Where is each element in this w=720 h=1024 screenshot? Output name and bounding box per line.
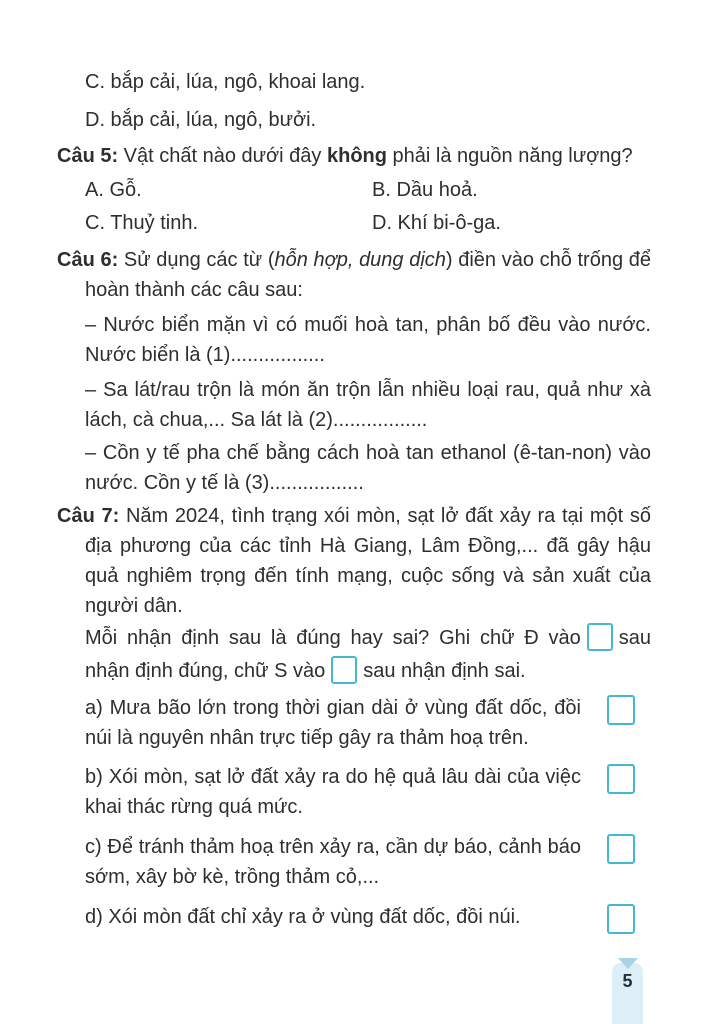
question-5-bold-word: không <box>326 145 387 167</box>
question-5-option-b: B. Dầu hoả. <box>372 179 478 201</box>
question-7-label: Câu 7: <box>57 505 120 527</box>
answer-box-a[interactable] <box>607 695 635 725</box>
prev-question-option-c: C. bắp cải, lúa, ngô, khoai lang. <box>85 71 366 93</box>
question-6-intro-after: ) điền vào chỗ trống để hoàn thành các câu sau: <box>85 249 651 301</box>
question-6-heading <box>57 245 651 305</box>
instruction-part-2: sau nhận định đúng, chữ S vào <box>85 627 651 682</box>
question-6-item-3: – Cồn y tế pha chế bằng cách hoà tan ethanol (ê-tan-non) vào nước. Cồn y tế là (3)................. <box>85 442 651 494</box>
page-number-tab <box>612 963 643 1024</box>
instruction-part-1: Mỗi nhận định sau là đúng hay sai? Ghi chữ Đ vào <box>85 627 581 649</box>
statement-d-text: d) Xói mòn đất chỉ xảy ra ở vùng đất dốc, đồi núi. <box>85 906 521 928</box>
question-6-label: Câu 6: <box>57 249 119 271</box>
question-5-option-a: A. Gỗ. <box>85 179 142 201</box>
answer-box-b[interactable] <box>607 764 635 794</box>
question-6-italic-terms: hỗn hợp, dung dịch <box>274 249 446 271</box>
question-5-text-after: phải là nguồn năng lượng? <box>386 145 633 167</box>
question-5-heading <box>57 141 651 171</box>
question-7-heading <box>57 501 651 621</box>
statement-row-b <box>85 762 651 822</box>
page-content <box>57 67 651 934</box>
question-6-item-2: – Sa lát/rau trộn là món ăn trộn lẫn nhiều loại rau, quả như xà lách, cà chua,... Sa lát là (2)................. <box>85 379 651 431</box>
statement-a-text: a) Mưa bão lớn trong thời gian dài ở vùng đất dốc, đồi núi là nguyên nhân trực tiếp gây ra thảm hoạ trên. <box>85 697 581 749</box>
statement-row-d <box>85 902 651 934</box>
chevron-down-icon <box>618 958 638 969</box>
question-5-options <box>85 175 651 238</box>
statement-row-a <box>85 693 651 753</box>
question-7-intro: Năm 2024, tình trạng xói mòn, sạt lở đất xảy ra tại một số địa phương của các tỉnh Hà Giang, Lâm Đồng,... đã gây hậu quả nghiêm trọng đến tính mạng, cuộc sống và sản xuất của người dân. <box>85 505 652 617</box>
statement-c-text: c) Để tránh thảm hoạ trên xảy ra, cần dự báo, cảnh báo sớm, xây bờ kè, trồng thảm cỏ,... <box>85 836 581 888</box>
question-5-label: Câu 5: <box>57 145 119 167</box>
answer-box-c[interactable] <box>607 834 635 864</box>
prev-question-option-d: D. bắp cải, lúa, ngô, bưởi. <box>85 109 317 131</box>
question-6-item-1: – Nước biển mặn vì có muối hoà tan, phân bố đều vào nước. Nước biển là (1)................. <box>85 314 651 366</box>
answer-box-inline-sai[interactable] <box>331 656 357 684</box>
question-6-intro-before: Sử dụng các từ ( <box>118 249 275 271</box>
question-5-text-before: Vật chất nào dưới đây <box>118 145 327 167</box>
page-number: 5 <box>622 971 633 991</box>
question-5-option-d: D. Khí bi-ô-ga. <box>372 212 501 234</box>
answer-box-d[interactable] <box>607 904 635 934</box>
statement-row-c <box>85 832 651 892</box>
instruction-part-3: sau nhận định sai. <box>363 660 526 682</box>
question-5-option-c: C. Thuỷ tinh. <box>85 212 199 234</box>
answer-box-inline-dung[interactable] <box>587 623 613 651</box>
statement-b-text: b) Xói mòn, sạt lở đất xảy ra do hệ quả lâu dài của việc khai thác rừng quá mức. <box>85 766 581 818</box>
question-7-instruction <box>85 622 651 688</box>
